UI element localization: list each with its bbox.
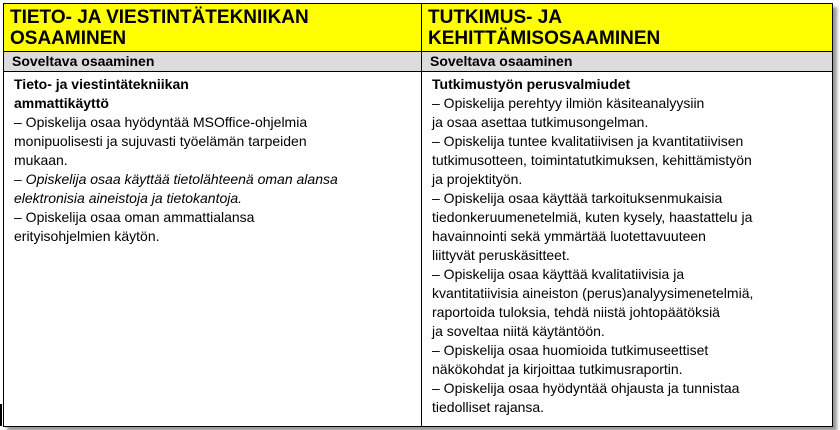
right-item-3 — [432, 189, 824, 265]
right-item-5-line1: – Opiskelija osaa huomioida tutkimuseettiset — [432, 342, 709, 358]
right-item-2 — [432, 132, 824, 189]
right-header-line2: KEHITTÄMISOSAAMINEN — [428, 28, 661, 49]
right-item-2-line1: – Opiskelija tuntee kvalitatiivisen ja kvantitatiivisen — [432, 133, 744, 149]
right-subheader: Soveltava osaaminen — [422, 52, 832, 72]
right-item-3-line1: – Opiskelija osaa käyttää tarkoituksenmukaisia — [432, 190, 723, 206]
left-header — [4, 4, 421, 52]
left-subheader: Soveltava osaaminen — [4, 52, 421, 72]
left-column — [4, 4, 422, 426]
left-item-2 — [14, 170, 413, 208]
left-item-3-line1: – Opiskelija osaa oman ammattialansa — [14, 209, 255, 225]
right-item-3-line2: tiedonkeruumenetelmiä, kuten kysely, haastattelu ja — [432, 209, 753, 225]
right-item-3-line4: liittyvät peruskäsitteet. — [432, 247, 570, 263]
right-item-2-line3: ja projektityön. — [432, 171, 523, 187]
margin-marker — [0, 404, 2, 426]
right-item-5 — [432, 341, 824, 379]
left-header-line2: OSAAMINEN — [10, 28, 127, 49]
right-item-3-line3: havainnointi sekä ymmärtää luotettavuuteen — [432, 228, 706, 244]
right-item-1 — [432, 94, 824, 132]
right-column — [422, 4, 832, 426]
right-item-4-line1: – Opiskelija osaa käyttää kvalitatiivisia ja — [432, 266, 685, 282]
right-item-1-line2: ja osaa asettaa tutkimusongelman. — [432, 114, 649, 130]
left-header-line1: TIETO- JA VIESTINTÄTEKNIIKAN — [10, 7, 309, 28]
left-section-title — [14, 75, 413, 113]
right-body — [422, 72, 832, 417]
left-item-2-line2: elektronisia aineistoja ja tietokantoja. — [14, 190, 243, 206]
right-item-4-line4: ja soveltaa niitä käytäntöön. — [432, 323, 605, 339]
right-item-6-line2: tiedolliset rajansa. — [432, 399, 545, 415]
left-item-1-line3: mukaan. — [14, 152, 68, 168]
right-item-2-line2: tutkimusotteen, toimintatutkimuksen, kehittämistyön — [432, 152, 752, 168]
right-item-4 — [432, 265, 824, 341]
right-header — [422, 4, 832, 52]
left-item-1-line2: monipuolisesti ja sujuvasti työelämän tarpeiden — [14, 133, 307, 149]
competence-table — [3, 3, 833, 427]
left-body — [4, 72, 421, 246]
right-item-6 — [432, 379, 824, 417]
right-item-4-line2: kvantitatiivisia aineiston (perus)analyysimenetelmiä, — [432, 285, 754, 301]
right-item-4-line3: raportoida tuloksia, tehdä niistä johtopäätöksiä — [432, 304, 720, 320]
left-item-3-line2: erityisohjelmien käytön. — [14, 228, 160, 244]
left-item-3 — [14, 208, 413, 246]
left-item-2-line1: – Opiskelija osaa käyttää tietolähteenä oman alansa — [14, 171, 338, 187]
right-item-1-line1: – Opiskelija perehtyy ilmiön käsiteanalyysiin — [432, 95, 705, 111]
left-item-1-line1: – Opiskelija osaa hyödyntää MSOffice-ohjelmia — [14, 114, 308, 130]
right-item-6-line1: – Opiskelija osaa hyödyntää ohjausta ja tunnistaa — [432, 380, 740, 396]
left-section-title-line2: ammattikäyttö — [14, 95, 109, 111]
right-item-5-line2: näkökohdat ja kirjoittaa tutkimusraportin. — [432, 361, 683, 377]
right-section-title: Tutkimustyön perusvalmiudet — [432, 76, 631, 92]
left-section-title-line1: Tieto- ja viestintätekniikan — [14, 76, 189, 92]
left-item-1 — [14, 113, 413, 170]
right-header-line1: TUTKIMUS- JA — [428, 7, 563, 28]
